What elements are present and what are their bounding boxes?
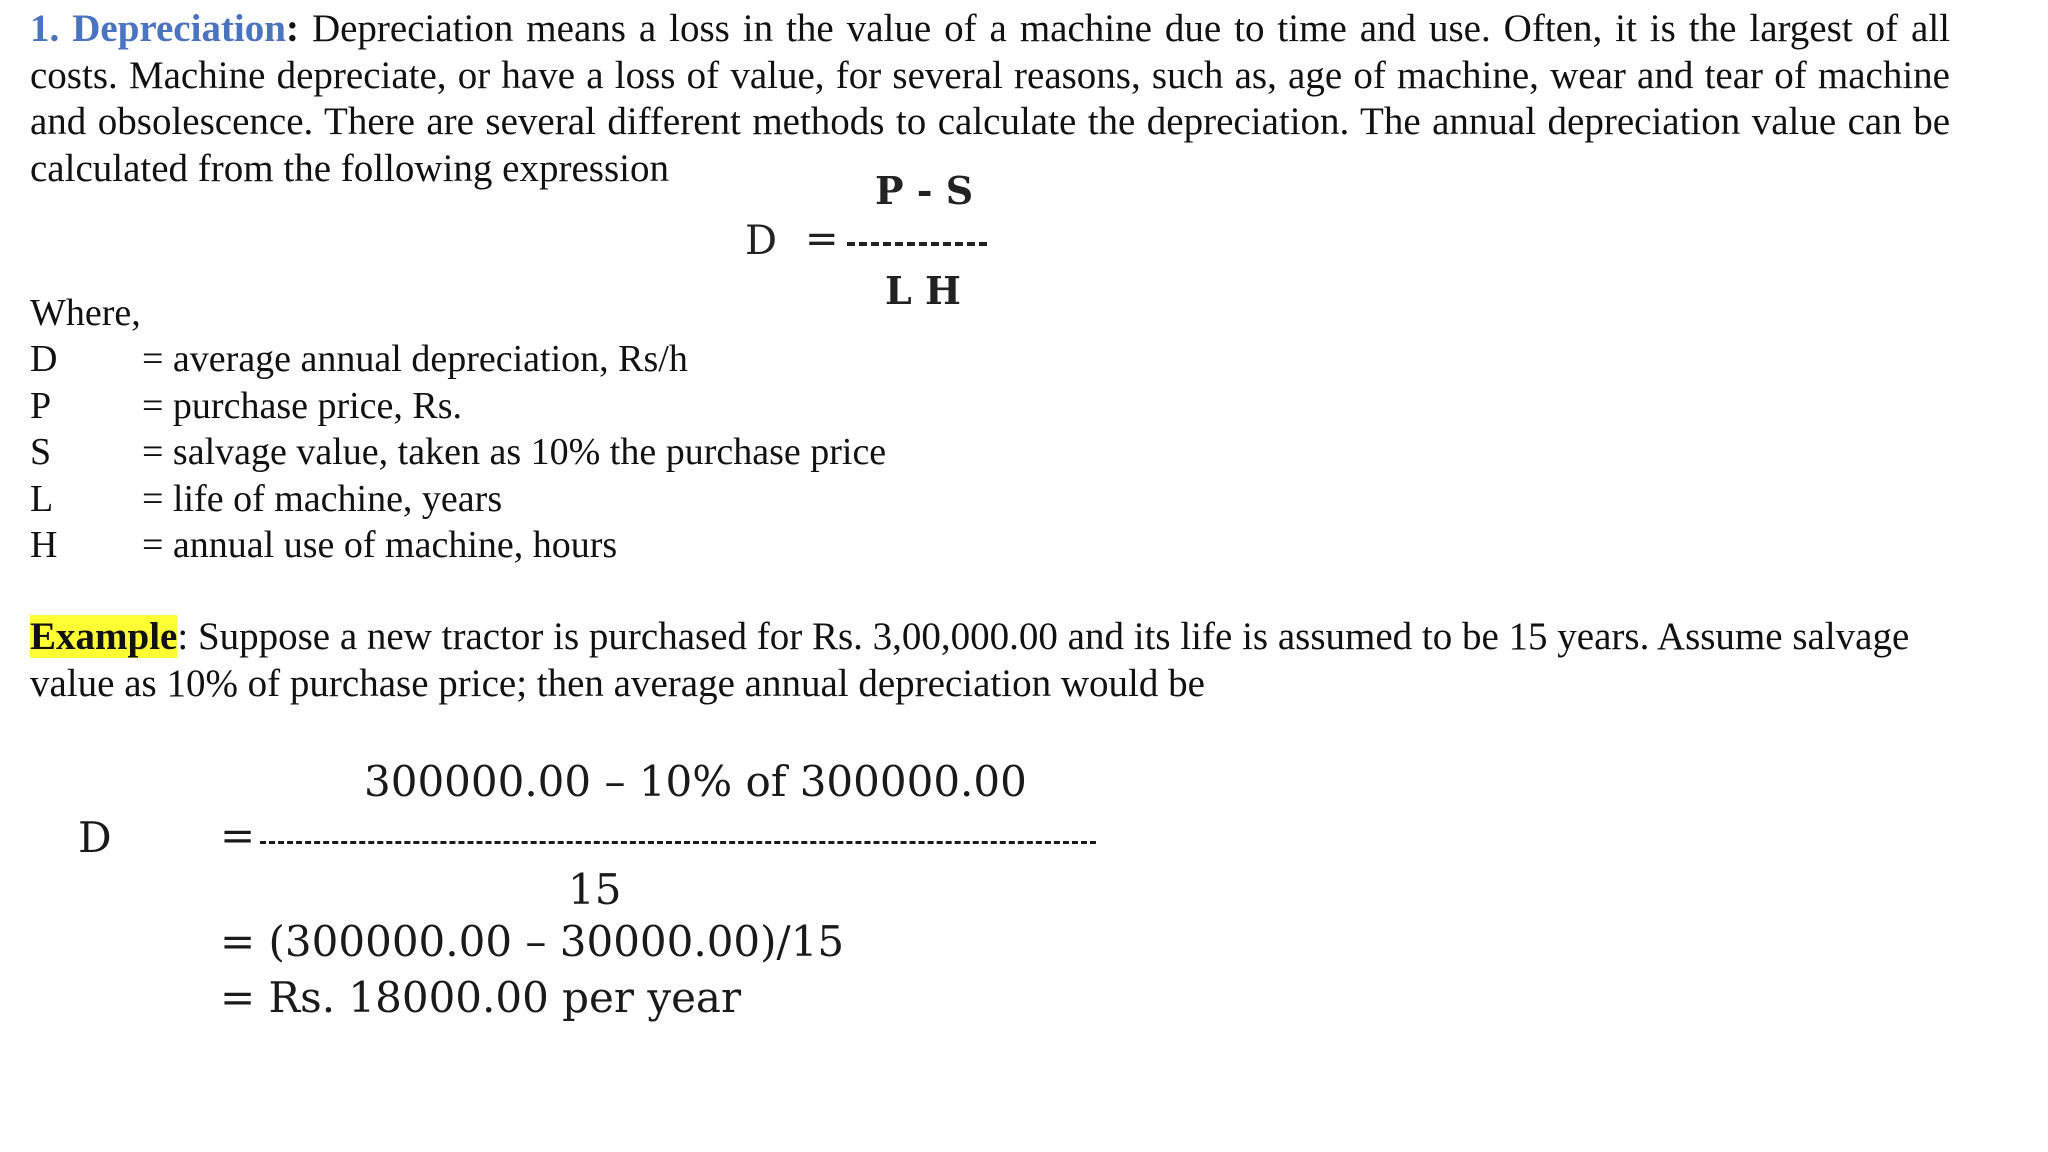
calc-denominator: 15 [568, 865, 622, 914]
example-text: Suppose a new tractor is purchased for Rs. 3,00,000.00 and its life is assumed to be 15 years. Assume salvage value as 10% of purchase price; then average annual depreciation would be [30, 615, 1910, 705]
formula-lhs: D [745, 218, 778, 264]
formula-numerator: P - S [875, 168, 974, 213]
calc-lhs: D [78, 813, 112, 862]
section-number: 1. [30, 7, 60, 50]
depreciation-formula [745, 160, 995, 320]
example-label: Example [30, 615, 178, 658]
calc-fraction-bar [260, 841, 1096, 844]
definition-text: = annual use of machine, hours [142, 524, 618, 566]
definition-text: = purchase price, Rs. [142, 384, 463, 427]
fraction-bar [847, 242, 987, 246]
where-label: Where, [30, 292, 141, 334]
example-colon: : [177, 615, 189, 658]
definition-symbol: L [30, 477, 54, 520]
definition-text: = salvage value, taken as 10% the purchase price [142, 431, 887, 473]
section-title-colon: : [285, 7, 299, 50]
calc-equals: = [220, 811, 256, 860]
definition-symbol: S [30, 431, 52, 473]
definition-text: = life of machine, years [142, 477, 503, 520]
formula-equals: = [805, 216, 839, 262]
section-title: Depreciation [72, 7, 286, 50]
calc-result: = Rs. 18000.00 per year [220, 973, 742, 1022]
definition-symbol: H [30, 524, 58, 566]
formula-denominator: L H [885, 268, 961, 313]
calc-step-subtraction: = (300000.00 – 30000.00)/15 [220, 917, 845, 966]
definition-symbol: D [30, 338, 58, 380]
depreciation-description: Depreciation means a loss in the value of a machine due to time and use. Often, it is the largest of all costs. Machine depreciate, or have a loss of value, for several reasons, such as, age of machine, wear and tear of machine and obsolescence. There are several different methods to calculate the depreciation. The annual depreciation value can be calculated from the following expression [30, 7, 1951, 190]
example-paragraph [30, 614, 1950, 707]
definition-text: = average annual depreciation, Rs/h [142, 338, 688, 380]
calc-numerator: 300000.00 – 10% of 300000.00 [364, 757, 1027, 806]
definition-symbol: P [30, 384, 52, 427]
example-calculation [60, 745, 1060, 1045]
